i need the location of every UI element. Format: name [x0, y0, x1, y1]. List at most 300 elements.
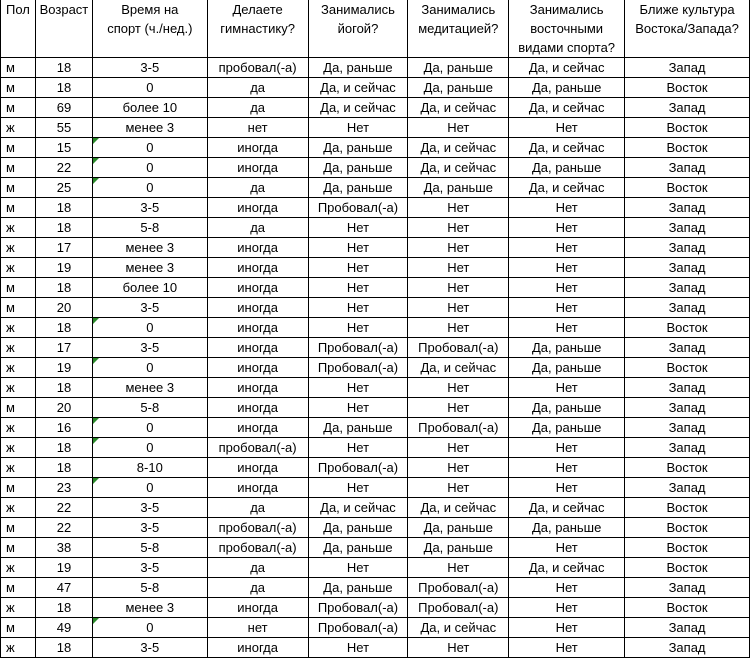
cell-sex[interactable]: м: [1, 298, 36, 318]
cell-value: 0: [146, 480, 154, 495]
cell-age[interactable]: 17: [35, 338, 92, 358]
cell-yoga[interactable]: Нет: [308, 298, 408, 318]
cell-meditation[interactable]: Нет: [408, 378, 509, 398]
cell-value: 0: [146, 160, 154, 175]
cell-sport-hours[interactable]: 3-5: [92, 58, 207, 78]
cell-sport-hours[interactable]: менее 3: [92, 118, 207, 138]
cell-eastern-sports[interactable]: Нет: [509, 118, 625, 138]
cell-culture[interactable]: Запад: [625, 298, 750, 318]
cell-meditation[interactable]: Да, раньше: [408, 178, 509, 198]
cell-age[interactable]: 20: [35, 298, 92, 318]
cell-eastern-sports[interactable]: Да, и сейчас: [509, 558, 625, 578]
cell-meditation[interactable]: Нет: [408, 258, 509, 278]
error-indicator-icon: [93, 618, 99, 624]
cell-gymnastics[interactable]: пробовал(-а): [207, 538, 308, 558]
cell-yoga[interactable]: Нет: [308, 438, 408, 458]
header-cell-eastern-sports[interactable]: видами спорта?: [509, 38, 625, 58]
cell-sex[interactable]: м: [1, 158, 36, 178]
cell-sport-hours[interactable]: [92, 158, 207, 178]
cell-eastern-sports[interactable]: Нет: [509, 598, 625, 618]
cell-yoga[interactable]: Нет: [308, 278, 408, 298]
header-cell-sex[interactable]: [1, 19, 36, 38]
cell-age[interactable]: 18: [35, 58, 92, 78]
table-row: [1, 158, 750, 178]
cell-sex[interactable]: м: [1, 578, 36, 598]
cell-sex[interactable]: ж: [1, 238, 36, 258]
cell-sex[interactable]: м: [1, 278, 36, 298]
cell-gymnastics[interactable]: иногда: [207, 638, 308, 658]
cell-culture[interactable]: Восток: [625, 178, 750, 198]
cell-sport-hours[interactable]: 5-8: [92, 538, 207, 558]
cell-yoga[interactable]: Да, раньше: [308, 58, 408, 78]
cell-culture[interactable]: Восток: [625, 118, 750, 138]
cell-eastern-sports[interactable]: Да, раньше: [509, 518, 625, 538]
cell-sex[interactable]: м: [1, 78, 36, 98]
table-row: [1, 98, 750, 118]
cell-meditation[interactable]: Нет: [408, 198, 509, 218]
cell-sport-hours[interactable]: 5-8: [92, 218, 207, 238]
header-cell-sport-hours[interactable]: [92, 38, 207, 58]
cell-gymnastics[interactable]: да: [207, 578, 308, 598]
cell-sex[interactable]: ж: [1, 498, 36, 518]
cell-culture[interactable]: Запад: [625, 418, 750, 438]
cell-meditation[interactable]: Нет: [408, 398, 509, 418]
cell-yoga[interactable]: Да, раньше: [308, 518, 408, 538]
cell-yoga[interactable]: Нет: [308, 118, 408, 138]
cell-gymnastics[interactable]: да: [207, 78, 308, 98]
cell-value: 0: [146, 180, 154, 195]
cell-sex[interactable]: ж: [1, 378, 36, 398]
table-row: [1, 438, 750, 458]
cell-gymnastics[interactable]: иногда: [207, 258, 308, 278]
cell-eastern-sports[interactable]: Да, раньше: [509, 358, 625, 378]
cell-sport-hours[interactable]: [92, 178, 207, 198]
cell-meditation[interactable]: Да, раньше: [408, 538, 509, 558]
cell-sport-hours[interactable]: [92, 318, 207, 338]
cell-sex[interactable]: м: [1, 58, 36, 78]
cell-eastern-sports[interactable]: Да, и сейчас: [509, 138, 625, 158]
cell-gymnastics[interactable]: пробовал(-а): [207, 58, 308, 78]
cell-culture[interactable]: Восток: [625, 318, 750, 338]
cell-age[interactable]: 19: [35, 358, 92, 378]
cell-yoga[interactable]: Пробовал(-а): [308, 618, 408, 638]
cell-gymnastics[interactable]: иногда: [207, 478, 308, 498]
header-cell-sex[interactable]: [1, 38, 36, 58]
cell-culture[interactable]: Восток: [625, 558, 750, 578]
cell-meditation[interactable]: Да, и сейчас: [408, 98, 509, 118]
cell-meditation[interactable]: Нет: [408, 318, 509, 338]
cell-age[interactable]: 15: [35, 138, 92, 158]
cell-culture[interactable]: Запад: [625, 98, 750, 118]
cell-sex[interactable]: ж: [1, 358, 36, 378]
header-cell-yoga[interactable]: йогой?: [308, 19, 408, 38]
header-cell-gymnastics[interactable]: Делаете: [207, 0, 308, 19]
cell-sport-hours[interactable]: [92, 478, 207, 498]
header-cell-gymnastics[interactable]: гимнастику?: [207, 19, 308, 38]
cell-value: 0: [146, 360, 154, 375]
cell-age[interactable]: 16: [35, 418, 92, 438]
cell-yoga[interactable]: Да, раньше: [308, 178, 408, 198]
cell-culture[interactable]: Запад: [625, 438, 750, 458]
cell-sex[interactable]: ж: [1, 598, 36, 618]
cell-gymnastics[interactable]: иногда: [207, 418, 308, 438]
cell-culture[interactable]: Восток: [625, 78, 750, 98]
cell-meditation[interactable]: Пробовал(-а): [408, 578, 509, 598]
cell-meditation[interactable]: Нет: [408, 238, 509, 258]
cell-culture[interactable]: Запад: [625, 278, 750, 298]
cell-sport-hours[interactable]: 0: [92, 78, 207, 98]
cell-sport-hours[interactable]: [92, 618, 207, 638]
cell-sex[interactable]: ж: [1, 118, 36, 138]
cell-meditation[interactable]: Пробовал(-а): [408, 338, 509, 358]
table-row: [1, 378, 750, 398]
cell-age[interactable]: 18: [35, 378, 92, 398]
header-cell-meditation[interactable]: [408, 38, 509, 58]
cell-gymnastics[interactable]: нет: [207, 118, 308, 138]
cell-yoga[interactable]: Нет: [308, 258, 408, 278]
cell-gymnastics[interactable]: иногда: [207, 198, 308, 218]
cell-eastern-sports[interactable]: Да, раньше: [509, 338, 625, 358]
cell-eastern-sports[interactable]: Да, и сейчас: [509, 98, 625, 118]
cell-sex[interactable]: ж: [1, 438, 36, 458]
cell-gymnastics[interactable]: иногда: [207, 278, 308, 298]
cell-sex[interactable]: м: [1, 478, 36, 498]
cell-culture[interactable]: Восток: [625, 538, 750, 558]
error-indicator-icon: [93, 178, 99, 184]
cell-culture[interactable]: Запад: [625, 238, 750, 258]
cell-sport-hours[interactable]: менее 3: [92, 258, 207, 278]
cell-age[interactable]: 25: [35, 178, 92, 198]
cell-gymnastics[interactable]: да: [207, 498, 308, 518]
cell-yoga[interactable]: Да, и сейчас: [308, 498, 408, 518]
cell-meditation[interactable]: Нет: [408, 218, 509, 238]
cell-sport-hours[interactable]: 3-5: [92, 638, 207, 658]
cell-sport-hours[interactable]: [92, 438, 207, 458]
cell-yoga[interactable]: Да, раньше: [308, 138, 408, 158]
header-cell-sport-hours[interactable]: спорт (ч./нед.): [92, 19, 207, 38]
cell-eastern-sports[interactable]: Нет: [509, 478, 625, 498]
cell-sport-hours[interactable]: 3-5: [92, 338, 207, 358]
cell-yoga[interactable]: Нет: [308, 218, 408, 238]
cell-age[interactable]: 55: [35, 118, 92, 138]
cell-yoga[interactable]: Да, раньше: [308, 578, 408, 598]
table-row: [1, 178, 750, 198]
header-cell-sex[interactable]: Пол: [1, 0, 36, 19]
cell-meditation[interactable]: Пробовал(-а): [408, 598, 509, 618]
cell-eastern-sports[interactable]: Нет: [509, 538, 625, 558]
cell-yoga[interactable]: Да, раньше: [308, 418, 408, 438]
cell-age[interactable]: 20: [35, 398, 92, 418]
cell-meditation[interactable]: Нет: [408, 298, 509, 318]
cell-yoga[interactable]: Да, раньше: [308, 158, 408, 178]
cell-eastern-sports[interactable]: Да, раньше: [509, 78, 625, 98]
header-cell-yoga[interactable]: [308, 38, 408, 58]
table-row: [1, 498, 750, 518]
cell-yoga[interactable]: Нет: [308, 378, 408, 398]
cell-meditation[interactable]: Нет: [408, 478, 509, 498]
cell-meditation[interactable]: Нет: [408, 558, 509, 578]
cell-gymnastics[interactable]: иногда: [207, 318, 308, 338]
header-cell-eastern-sports[interactable]: Занимались: [509, 0, 625, 19]
cell-culture[interactable]: Восток: [625, 518, 750, 538]
cell-meditation[interactable]: Да, раньше: [408, 58, 509, 78]
cell-age[interactable]: 47: [35, 578, 92, 598]
header-row: [1, 0, 750, 19]
cell-meditation[interactable]: Да, раньше: [408, 518, 509, 538]
cell-sport-hours[interactable]: 5-8: [92, 578, 207, 598]
cell-yoga[interactable]: Пробовал(-а): [308, 358, 408, 378]
table-row: [1, 278, 750, 298]
cell-eastern-sports[interactable]: Да, и сейчас: [509, 58, 625, 78]
header-cell-gymnastics[interactable]: [207, 38, 308, 58]
table-row: [1, 218, 750, 238]
cell-gymnastics[interactable]: да: [207, 558, 308, 578]
table-row: [1, 538, 750, 558]
cell-yoga[interactable]: Да, раньше: [308, 538, 408, 558]
cell-sport-hours[interactable]: [92, 358, 207, 378]
cell-eastern-sports[interactable]: Да, и сейчас: [509, 498, 625, 518]
cell-sport-hours[interactable]: более 10: [92, 98, 207, 118]
cell-gymnastics[interactable]: да: [207, 98, 308, 118]
cell-age[interactable]: 17: [35, 238, 92, 258]
cell-age[interactable]: 38: [35, 538, 92, 558]
cell-yoga[interactable]: Да, и сейчас: [308, 78, 408, 98]
table-row: [1, 338, 750, 358]
cell-age[interactable]: 18: [35, 198, 92, 218]
cell-sex[interactable]: ж: [1, 558, 36, 578]
cell-eastern-sports[interactable]: Да, раньше: [509, 418, 625, 438]
cell-eastern-sports[interactable]: Нет: [509, 378, 625, 398]
cell-sport-hours[interactable]: 8-10: [92, 458, 207, 478]
cell-culture[interactable]: Запад: [625, 58, 750, 78]
cell-sport-hours[interactable]: менее 3: [92, 378, 207, 398]
cell-eastern-sports[interactable]: Нет: [509, 238, 625, 258]
cell-sport-hours[interactable]: менее 3: [92, 238, 207, 258]
cell-age[interactable]: 18: [35, 78, 92, 98]
cell-gymnastics[interactable]: пробовал(-а): [207, 518, 308, 538]
cell-yoga[interactable]: Нет: [308, 318, 408, 338]
header-row: [1, 38, 750, 58]
cell-age[interactable]: 18: [35, 598, 92, 618]
header-cell-sport-hours[interactable]: Время на: [92, 0, 207, 19]
table-row: [1, 478, 750, 498]
header-cell-age[interactable]: [35, 38, 92, 58]
cell-sex[interactable]: м: [1, 518, 36, 538]
cell-age[interactable]: 18: [35, 458, 92, 478]
cell-culture[interactable]: Запад: [625, 218, 750, 238]
cell-age[interactable]: 49: [35, 618, 92, 638]
cell-gymnastics[interactable]: да: [207, 178, 308, 198]
cell-culture[interactable]: Запад: [625, 378, 750, 398]
cell-eastern-sports[interactable]: Да, раньше: [509, 398, 625, 418]
table-row: [1, 358, 750, 378]
cell-yoga[interactable]: Нет: [308, 238, 408, 258]
cell-gymnastics[interactable]: иногда: [207, 158, 308, 178]
cell-meditation[interactable]: Нет: [408, 278, 509, 298]
table-row: [1, 578, 750, 598]
cell-gymnastics[interactable]: иногда: [207, 398, 308, 418]
cell-sex[interactable]: м: [1, 398, 36, 418]
error-indicator-icon: [93, 438, 99, 444]
cell-sport-hours[interactable]: 3-5: [92, 498, 207, 518]
cell-age[interactable]: 22: [35, 498, 92, 518]
cell-yoga[interactable]: Пробовал(-а): [308, 598, 408, 618]
cell-gymnastics[interactable]: иногда: [207, 138, 308, 158]
cell-age[interactable]: 18: [35, 638, 92, 658]
table-row: [1, 118, 750, 138]
cell-culture[interactable]: Запад: [625, 618, 750, 638]
cell-sex[interactable]: ж: [1, 418, 36, 438]
cell-sport-hours[interactable]: 3-5: [92, 298, 207, 318]
header-cell-culture[interactable]: Ближе культура: [625, 0, 750, 19]
cell-culture[interactable]: Запад: [625, 398, 750, 418]
table-row: [1, 198, 750, 218]
cell-age[interactable]: 18: [35, 278, 92, 298]
cell-sport-hours[interactable]: 3-5: [92, 198, 207, 218]
table-row: [1, 58, 750, 78]
cell-sport-hours[interactable]: более 10: [92, 278, 207, 298]
cell-sex[interactable]: м: [1, 618, 36, 638]
cell-culture[interactable]: Восток: [625, 358, 750, 378]
cell-gymnastics[interactable]: иногда: [207, 238, 308, 258]
table-row: [1, 598, 750, 618]
cell-meditation[interactable]: Да, и сейчас: [408, 618, 509, 638]
cell-age[interactable]: 69: [35, 98, 92, 118]
table-row: [1, 298, 750, 318]
header-row: [1, 19, 750, 38]
cell-culture[interactable]: Запад: [625, 478, 750, 498]
cell-culture[interactable]: Запад: [625, 338, 750, 358]
cell-eastern-sports[interactable]: Нет: [509, 438, 625, 458]
cell-sex[interactable]: ж: [1, 458, 36, 478]
cell-yoga[interactable]: Нет: [308, 398, 408, 418]
cell-meditation[interactable]: Нет: [408, 118, 509, 138]
cell-eastern-sports[interactable]: Нет: [509, 458, 625, 478]
cell-eastern-sports[interactable]: Да, раньше: [509, 158, 625, 178]
cell-meditation[interactable]: Да, раньше: [408, 78, 509, 98]
cell-gymnastics[interactable]: иногда: [207, 458, 308, 478]
cell-sport-hours[interactable]: [92, 418, 207, 438]
cell-sex[interactable]: м: [1, 98, 36, 118]
cell-value: 0: [146, 440, 154, 455]
cell-meditation[interactable]: Да, и сейчас: [408, 358, 509, 378]
cell-gymnastics[interactable]: иногда: [207, 358, 308, 378]
cell-sex[interactable]: ж: [1, 218, 36, 238]
cell-age[interactable]: 18: [35, 318, 92, 338]
cell-eastern-sports[interactable]: Нет: [509, 218, 625, 238]
header-cell-yoga[interactable]: Занимались: [308, 0, 408, 19]
header-cell-meditation[interactable]: медитацией?: [408, 19, 509, 38]
cell-gymnastics[interactable]: нет: [207, 618, 308, 638]
header-cell-culture[interactable]: Востока/Запада?: [625, 19, 750, 38]
cell-culture[interactable]: Восток: [625, 498, 750, 518]
header-cell-culture[interactable]: [625, 38, 750, 58]
cell-yoga[interactable]: Нет: [308, 558, 408, 578]
cell-meditation[interactable]: Пробовал(-а): [408, 418, 509, 438]
cell-sex[interactable]: м: [1, 538, 36, 558]
cell-yoga[interactable]: Да, и сейчас: [308, 98, 408, 118]
cell-eastern-sports[interactable]: Да, и сейчас: [509, 178, 625, 198]
cell-culture[interactable]: Восток: [625, 138, 750, 158]
cell-gymnastics[interactable]: да: [207, 218, 308, 238]
cell-meditation[interactable]: Да, и сейчас: [408, 158, 509, 178]
header-cell-meditation[interactable]: Занимались: [408, 0, 509, 19]
cell-sport-hours[interactable]: 5-8: [92, 398, 207, 418]
cell-sex[interactable]: м: [1, 178, 36, 198]
cell-eastern-sports[interactable]: Нет: [509, 618, 625, 638]
cell-culture[interactable]: Запад: [625, 158, 750, 178]
cell-eastern-sports[interactable]: Нет: [509, 198, 625, 218]
cell-age[interactable]: 22: [35, 518, 92, 538]
cell-yoga[interactable]: Нет: [308, 638, 408, 658]
cell-eastern-sports[interactable]: Нет: [509, 298, 625, 318]
header-cell-age[interactable]: Возраст: [35, 0, 92, 19]
cell-age[interactable]: 19: [35, 258, 92, 278]
cell-yoga[interactable]: Нет: [308, 478, 408, 498]
cell-value: 0: [146, 320, 154, 335]
cell-age[interactable]: 23: [35, 478, 92, 498]
table-row: [1, 618, 750, 638]
cell-culture[interactable]: Запад: [625, 578, 750, 598]
cell-sex[interactable]: ж: [1, 638, 36, 658]
cell-gymnastics[interactable]: иногда: [207, 378, 308, 398]
table-row: [1, 418, 750, 438]
cell-sex[interactable]: м: [1, 138, 36, 158]
cell-sex[interactable]: ж: [1, 338, 36, 358]
cell-meditation[interactable]: Да, и сейчас: [408, 138, 509, 158]
cell-sex[interactable]: ж: [1, 258, 36, 278]
cell-sex[interactable]: ж: [1, 318, 36, 338]
cell-gymnastics[interactable]: иногда: [207, 338, 308, 358]
cell-culture[interactable]: Восток: [625, 458, 750, 478]
error-indicator-icon: [93, 478, 99, 484]
cell-eastern-sports[interactable]: Нет: [509, 278, 625, 298]
cell-culture[interactable]: Запад: [625, 638, 750, 658]
cell-sport-hours[interactable]: менее 3: [92, 598, 207, 618]
table-row: [1, 458, 750, 478]
cell-yoga[interactable]: Пробовал(-а): [308, 198, 408, 218]
cell-meditation[interactable]: Нет: [408, 438, 509, 458]
cell-culture[interactable]: Запад: [625, 198, 750, 218]
cell-meditation[interactable]: Нет: [408, 458, 509, 478]
header-cell-age[interactable]: [35, 19, 92, 38]
cell-age[interactable]: 18: [35, 218, 92, 238]
cell-age[interactable]: 19: [35, 558, 92, 578]
cell-meditation[interactable]: Да, и сейчас: [408, 498, 509, 518]
cell-eastern-sports[interactable]: Нет: [509, 318, 625, 338]
cell-sport-hours[interactable]: 3-5: [92, 518, 207, 538]
cell-age[interactable]: 18: [35, 438, 92, 458]
cell-culture[interactable]: Восток: [625, 598, 750, 618]
cell-eastern-sports[interactable]: Нет: [509, 258, 625, 278]
cell-yoga[interactable]: Пробовал(-а): [308, 458, 408, 478]
cell-yoga[interactable]: Пробовал(-а): [308, 338, 408, 358]
table-row: [1, 238, 750, 258]
cell-culture[interactable]: Запад: [625, 258, 750, 278]
cell-sex[interactable]: м: [1, 198, 36, 218]
header-cell-eastern-sports[interactable]: восточными: [509, 19, 625, 38]
cell-sport-hours[interactable]: 3-5: [92, 558, 207, 578]
cell-eastern-sports[interactable]: Нет: [509, 578, 625, 598]
cell-gymnastics[interactable]: пробовал(-а): [207, 438, 308, 458]
cell-gymnastics[interactable]: иногда: [207, 298, 308, 318]
cell-eastern-sports[interactable]: Нет: [509, 638, 625, 658]
error-indicator-icon: [93, 158, 99, 164]
cell-gymnastics[interactable]: иногда: [207, 598, 308, 618]
cell-age[interactable]: 22: [35, 158, 92, 178]
cell-meditation[interactable]: Нет: [408, 638, 509, 658]
cell-sport-hours[interactable]: [92, 138, 207, 158]
